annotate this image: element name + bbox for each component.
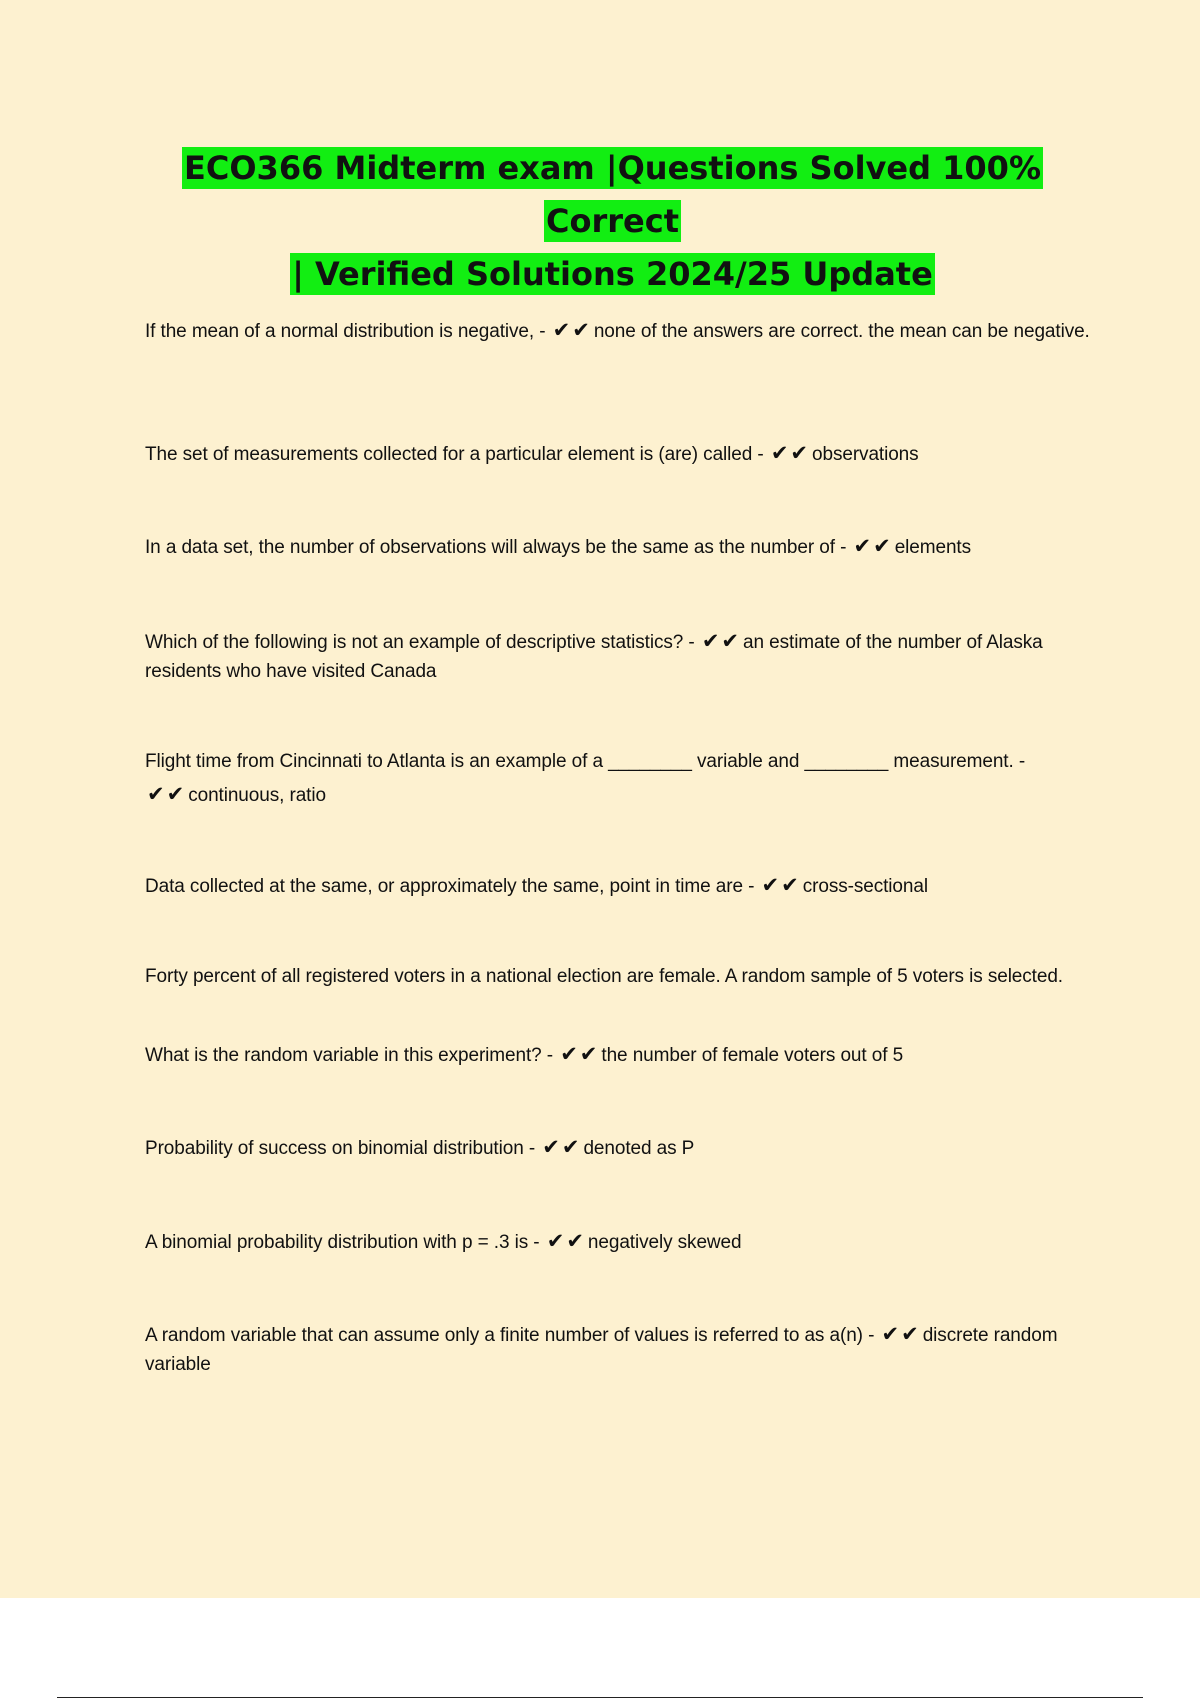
question-text: A binomial probability distribution with p = .3 is -: [145, 1232, 540, 1253]
answer-text: continuous, ratio: [188, 785, 326, 806]
title-line-2: | Verified Solutions 2024/25 Update: [292, 255, 933, 293]
question-text: Flight time from Cincinnati to Atlanta is an example of a ________ variable and ________ measurement. -: [145, 751, 1026, 772]
answer-text: discrete random variable: [145, 1325, 1058, 1375]
check-mark-icon: ✔✔: [853, 534, 893, 558]
check-mark-icon: ✔✔: [761, 873, 801, 897]
question-text: Data collected at the same, or approximately the same, point in time are -: [145, 876, 755, 897]
qa-item-5: [145, 746, 1090, 812]
question-text: Which of the following is not an example of descriptive statistics? -: [145, 632, 695, 653]
qa-item-4: [145, 627, 1090, 686]
qa-item-7: [145, 1040, 1090, 1070]
check-mark-icon: ✔✔: [542, 1135, 582, 1159]
qa-item-6: [145, 871, 1090, 901]
check-mark-icon: ✔✔: [770, 441, 811, 465]
answer-text: cross-sectional: [802, 876, 928, 897]
answer-text: the number of female voters out of 5: [601, 1045, 904, 1066]
check-mark-icon: ✔✔: [560, 1042, 600, 1066]
check-mark-icon: ✔✔: [546, 1229, 586, 1253]
footer-divider: [57, 1697, 1143, 1698]
answer-text: an estimate of the number of Alaska residents who have visited Canada: [145, 632, 1043, 682]
answer-text: denoted as P: [583, 1138, 695, 1159]
title-line-1: ECO366 Midterm exam |Questions Solved 100% Correct: [184, 149, 1041, 240]
qa-item-2: [145, 439, 1090, 469]
qa-item-10: [145, 1320, 1090, 1379]
question-text: Probability of success on binomial distribution -: [145, 1138, 536, 1159]
check-mark-icon: ✔✔: [701, 629, 742, 653]
document-title: [140, 142, 1085, 301]
check-mark-icon: ✔✔: [147, 782, 187, 806]
question-text: The set of measurements collected for a particular element is (are) called -: [145, 444, 764, 465]
qa-item-3: [145, 532, 1090, 562]
qa-item-7-intro: [145, 962, 1090, 991]
qa-item-1: [145, 316, 1090, 346]
question-text: In a data set, the number of observations will always be the same as the number of -: [145, 537, 847, 558]
question-text: A random variable that can assume only a finite number of values is referred to as a(n) -: [145, 1325, 875, 1346]
qa-item-8: [145, 1133, 1090, 1163]
answer-text: negatively skewed: [587, 1232, 742, 1253]
answer-text: none of the answers are correct. the mean can be negative.: [593, 321, 1090, 342]
check-mark-icon: ✔✔: [881, 1322, 921, 1346]
question-text: What is the random variable in this experiment? -: [145, 1045, 554, 1066]
answer-text: elements: [894, 537, 971, 558]
qa-item-9: [145, 1227, 1090, 1257]
check-mark-icon: ✔✔: [552, 318, 592, 342]
answer-text: observations: [812, 444, 919, 465]
question-text: If the mean of a normal distribution is negative, -: [145, 321, 546, 342]
question-intro-text: Forty percent of all registered voters in a national election are female. A random sample of 5 voters is selected.: [145, 966, 1063, 987]
